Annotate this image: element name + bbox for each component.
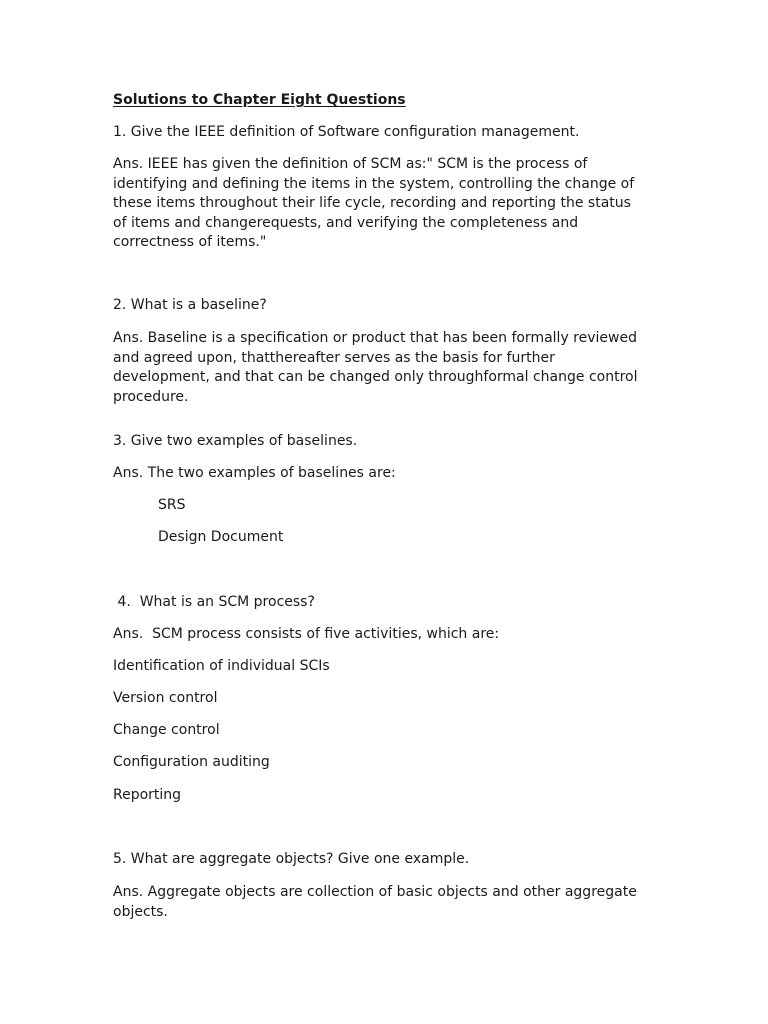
list-item: Version control — [113, 690, 218, 706]
document-title: Solutions to Chapter Eight Questions — [113, 92, 406, 108]
question-1: 1. Give the IEEE definition of Software configuration management. — [113, 124, 580, 140]
list-item: Reporting — [113, 787, 182, 803]
list-item: Configuration auditing — [113, 754, 270, 770]
list-item: Design Document — [158, 529, 284, 545]
answer-3: Ans. The two examples of baselines are: — [113, 465, 396, 481]
answer-4: Ans. SCM process consists of five activities, which are: — [113, 626, 500, 642]
answer-1: Ans. IEEE has given the definition of SCM as:" SCM is the process of identifying and defining the items in the system, controlling the change of these items throughout their life cycle, recording and reporting the status of items and changerequests, and verifying the completeness and correctness of items." — [113, 156, 635, 250]
answer-2: Ans. Baseline is a specification or product that has been formally reviewed and agreed upon, thatthereafter serves as the basis for further development, and that can be changed only throughformal change control procedure. — [113, 330, 638, 405]
question-4: 4. What is an SCM process? — [113, 594, 315, 610]
question-2: 2. What is a baseline? — [113, 297, 267, 313]
list-item: Identification of individual SCIs — [113, 658, 330, 674]
question-3: 3. Give two examples of baselines. — [113, 433, 358, 449]
question-5: 5. What are aggregate objects? Give one example. — [113, 851, 470, 867]
answer-5: Ans. Aggregate objects are collection of basic objects and other aggregate objects. — [113, 884, 637, 920]
list-item: Change control — [113, 722, 220, 738]
list-item: SRS — [158, 497, 186, 513]
